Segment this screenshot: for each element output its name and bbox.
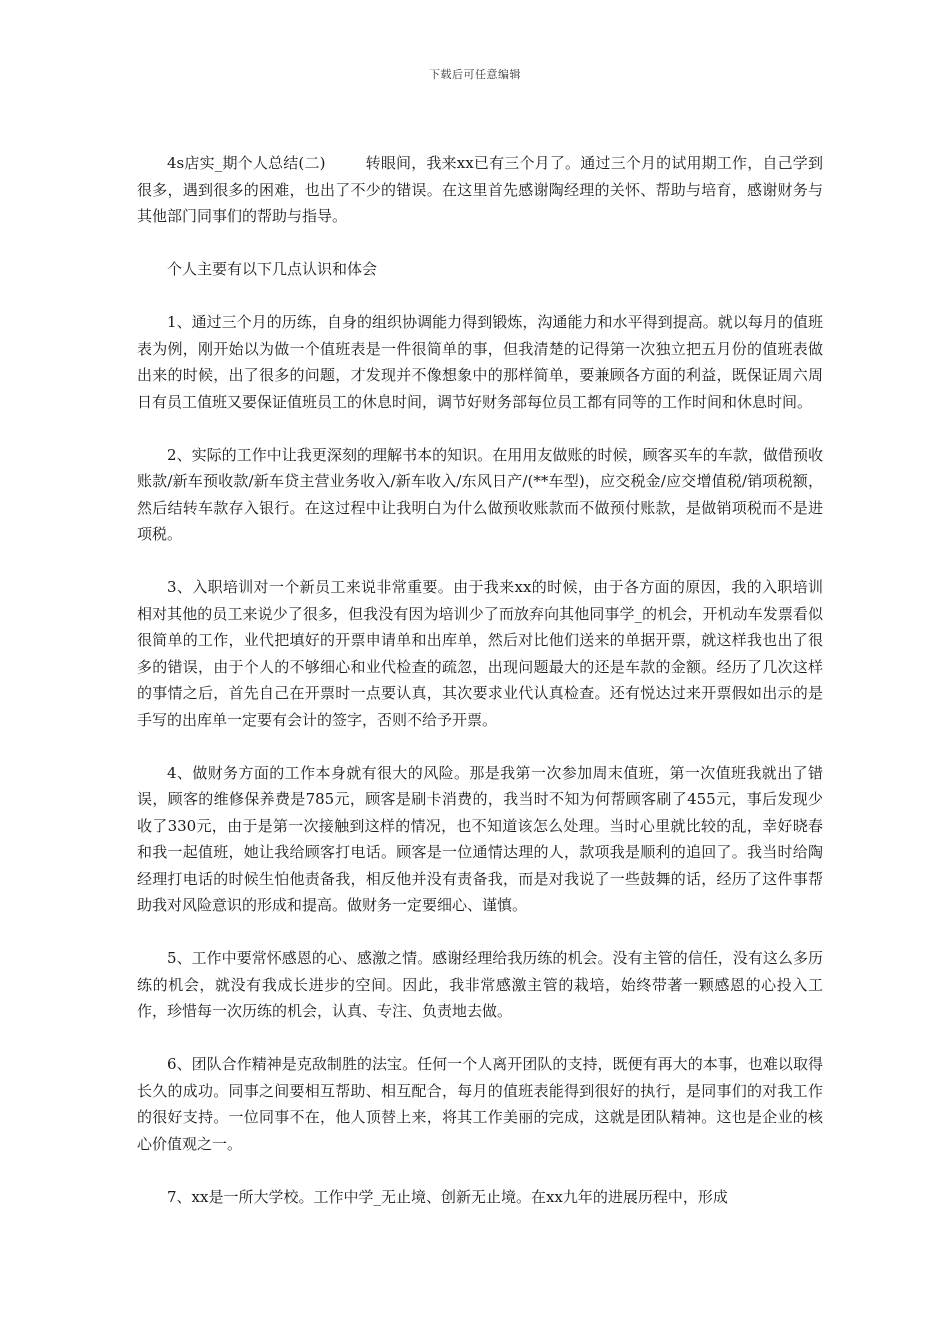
- document-title: 4s店实_期个人总结(二): [167, 154, 326, 172]
- point-paragraph: 2、实际的工作中让我更深刻的理解书本的知识。在用用友做账的时候，顾客买车的车款，做借预收账款/新车预收款/新车贷主营业务收入/新车收入/东风日产/(**车型)，应交税金/应交增值税/销项税额，然后结转车款存入银行。在这过程中让我明白为什么做预收账款而不做预付账款，是做销项税而不是进项税。: [137, 445, 823, 543]
- point-paragraph: 5、工作中要常怀感恩的心、感激之情。感谢经理给我历练的机会。没有主管的信任，没有这么多历练的机会，就没有我成长进步的空间。因此，我非常感激主管的栽培，始终带著一颗感恩的心投入工作，珍惜每一次历练的机会，认真、专注、负责地去做。: [137, 949, 823, 1020]
- document-body: [137, 150, 823, 1237]
- point-paragraph: 3、入职培训对一个新员工来说非常重要。由于我来xx的时候，由于各方面的原因，我的入职培训相对其他的员工来说少了很多，但我没有因为培训少了而放弃向其他同事学_的机会，开机动车发票看似很简单的工作，业代把填好的开票申请单和出库单，然后对比他们送来的单据开票，就这样我也出了很多的错误，由于个人的不够细心和业代检查的疏忽，出现问题最大的还是车款的金额。经历了几次这样的事情之后，首先自己在开票时一点要认真，其次要求业代认真检查。还有悦达过来开票假如出示的是手写的出库单一定要有会计的签字，否则不给予开票。: [137, 578, 823, 729]
- point-paragraph: 7、xx是一所大学校。工作中学_无止境、创新无止境。在xx九年的进展历程中，形成: [167, 1187, 728, 1206]
- intro-text: 转眼间，我来xx已有三个月了。通过三个月的试用期工作，自己学到很多，遇到很多的困难，也出了不少的错误。在这里首先感谢陶经理的关怀、帮助与培育，感谢财务与其他部门同事们的帮助与指导。: [137, 154, 823, 225]
- page-header-note: 下载后可任意编辑: [429, 68, 521, 81]
- point-paragraph: 4、做财务方面的工作本身就有很大的风险。那是我第一次参加周末值班，第一次值班我就出了错误，顾客的维修保养费是785元，顾客是刷卡消费的，我当时不知为何帮顾客刷了455元，事后发现少收了330元，由于是第一次接触到这样的情况，也不知道该怎么处理。当时心里就比较的乱，幸好晓春和我一起值班，她让我给顾客打电话。顾客是一位通情达理的人，款项我是顺利的追回了。我当时给陶经理打电话的时候生怕他责备我，相反他并没有责备我，而是对我说了一些鼓舞的话，经历了这件事帮助我对风险意识的形成和提高。做财务一定要细心、谨慎。: [137, 763, 823, 914]
- subheading: 个人主要有以下几点认识和体会: [167, 260, 378, 278]
- point-paragraph: 6、团队合作精神是克敌制胜的法宝。任何一个人离开团队的支持，既便有再大的本事，也难以取得长久的成功。同事之间要相互帮助、相互配合，每月的值班表能得到很好的执行，是同事们的对我工作的很好支持。一位同事不在，他人顶替上来，将其工作美丽的完成，这就是团队精神。这也是企业的核心价值观之一。: [137, 1055, 823, 1153]
- point-paragraph: 1、通过三个月的历练，自身的组织协调能力得到锻炼，沟通能力和水平得到提高。就以每月的值班表为例，刚开始以为做一个值班表是一件很简单的事，但我清楚的记得第一次独立把五月份的值班表做出来的时候，出了很多的问题，才发现并不像想象中的那样简单，要兼顾各方面的利益，既保证周六周日有员工值班又要保证值班员工的休息时间，调节好财务部每位员工都有同等的工作时间和休息时间。: [137, 313, 823, 411]
- intro-paragraph: [137, 150, 823, 230]
